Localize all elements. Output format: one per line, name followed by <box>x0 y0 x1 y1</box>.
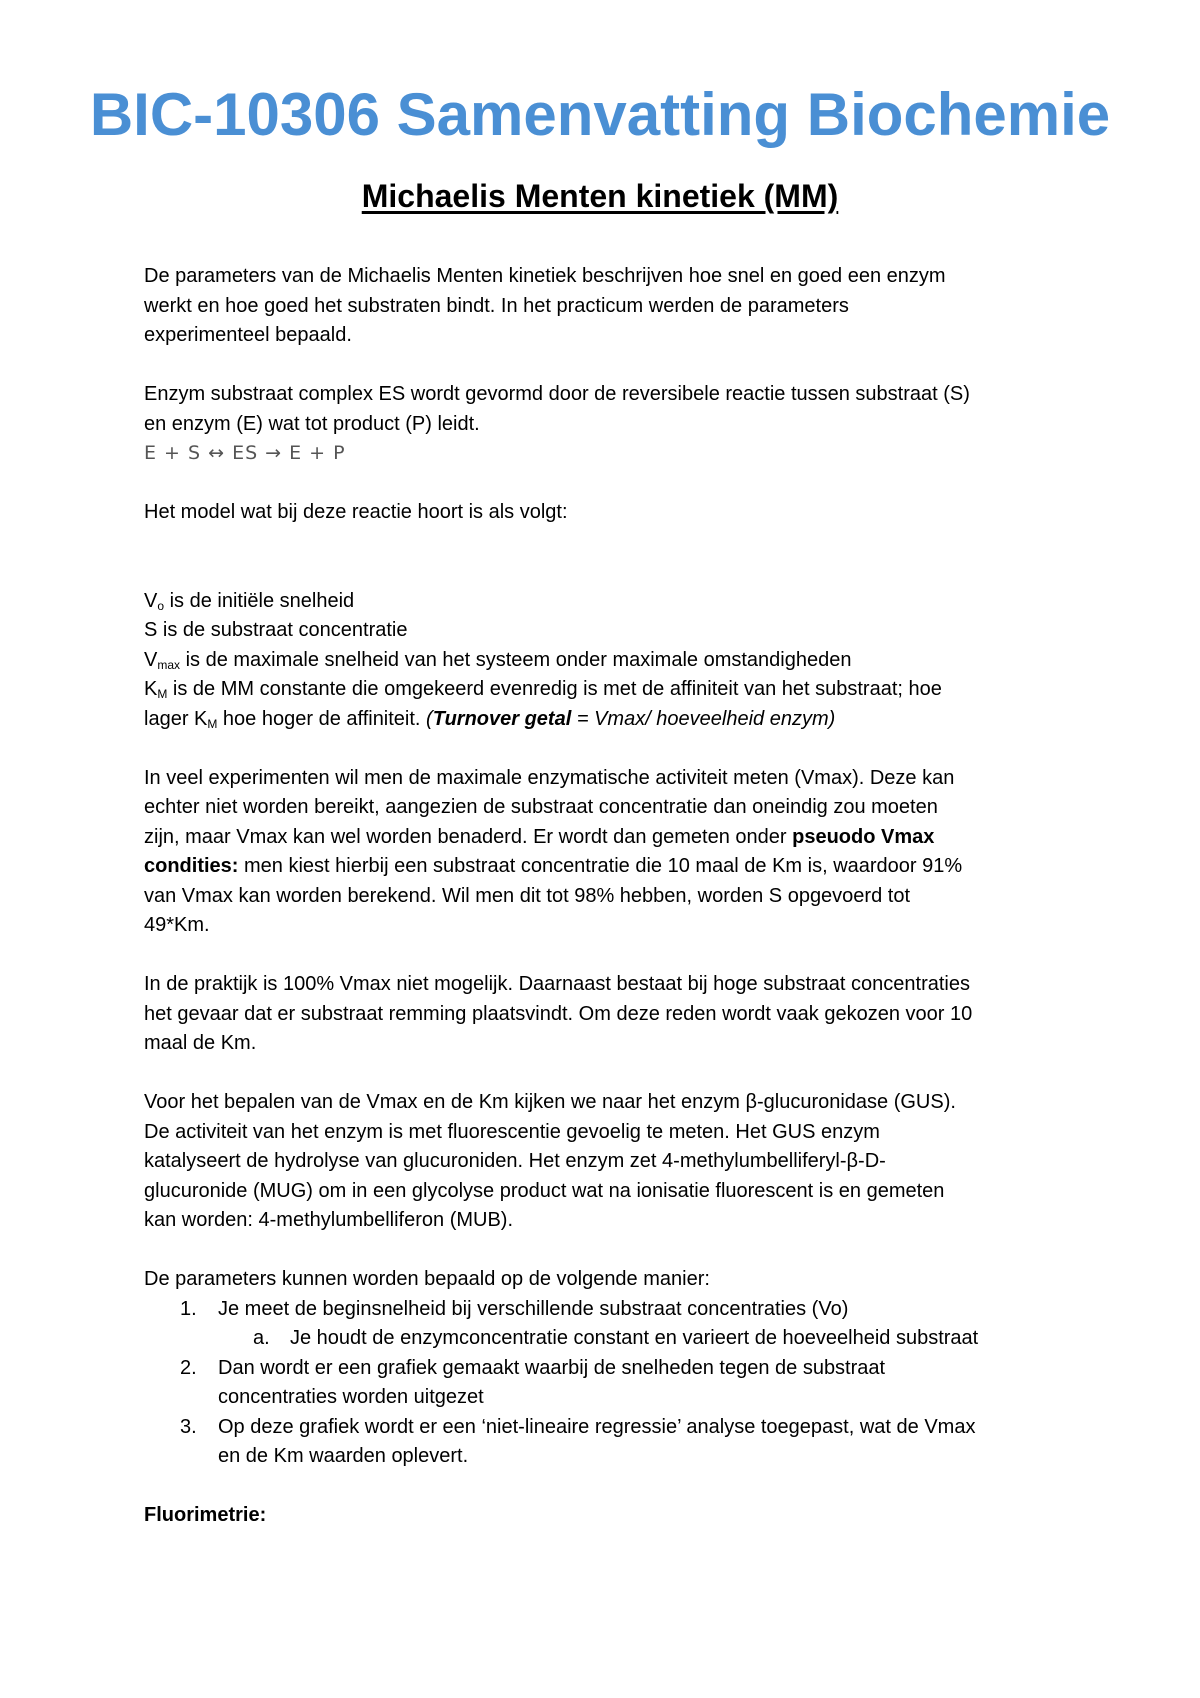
list-item-text: Dan wordt er een grafiek gemaakt waarbij de snelheden tegen de substraat <box>218 1356 886 1379</box>
text-line: condities: men kiest hierbij een substraat concentratie die 10 maal de Km is, waardoor 91% <box>144 855 963 877</box>
text-line: De parameters van de Michaelis Menten kinetiek beschrijven hoe snel en goed een enzym <box>144 265 946 287</box>
text-line: echter niet worden bereikt, aangezien de substraat concentratie dan oneindig zou moeten <box>144 796 938 818</box>
text-line: De parameters kunnen worden bepaald op de volgende manier: <box>144 1268 710 1290</box>
text-line: katalyseert de hydrolyse van glucuroniden. Het enzym zet 4-methylumbelliferyl-β-D- <box>144 1150 886 1172</box>
list-item <box>144 1354 1074 1413</box>
list-number: 1. <box>180 1297 197 1320</box>
text-line: In de praktijk is 100% Vmax niet mogelijk. Daarnaast bestaat bij hoge substraat concentraties <box>144 973 970 995</box>
list-item-text: Je meet de beginsnelheid bij verschillende substraat concentraties (Vo) <box>218 1297 849 1320</box>
list-number: 2. <box>180 1356 197 1379</box>
text-line: van Vmax kan worden berekend. Wil men dit tot 98% hebben, worden S opgevoerd tot <box>144 884 911 907</box>
paragraph-intro <box>144 262 1074 351</box>
text-line: glucuronide (MUG) om in een glycolyse product wat na ionisatie fluorescent is en gemeten <box>144 1179 945 1202</box>
condities-term: condities: <box>144 855 239 877</box>
text-line: In veel experimenten wil men de maximale enzymatische activiteit meten (Vmax). Deze kan <box>144 766 955 789</box>
list-item <box>144 1295 1074 1354</box>
text-line: 49*Km. <box>144 914 210 936</box>
fluorimetrie-heading: Fluorimetrie: <box>144 1504 267 1526</box>
text-line: Enzym substraat complex ES wordt gevormd door de reversibele reactie tussen substraat (S) <box>144 383 970 405</box>
sub-list-item-text: Je houdt de enzymconcentratie constant en varieert de hoeveelheid substraat <box>290 1327 979 1349</box>
text-line: experimenteel bepaald. <box>144 324 352 346</box>
paragraph-gus <box>144 1088 1074 1236</box>
sub-list-letter: a. <box>253 1327 270 1349</box>
text-line: en enzym (E) wat tot product (P) leidt. <box>144 412 480 435</box>
sub-list-item <box>144 1324 1074 1354</box>
paragraph-es-complex <box>144 380 1074 469</box>
section-heading-mm: Michaelis Menten kinetiek (MM) <box>361 178 839 214</box>
list-item-text: Op deze grafiek wordt er een ‘niet-lineaire regressie’ analyse toegepast, wat de Vmax <box>218 1415 976 1438</box>
text-line: De activiteit van het enzym is met fluorescentie gevoelig te meten. Het GUS enzym <box>144 1120 880 1143</box>
definition-km: $K_M$ is de MM constante die omgekeerd evenredig is met de affiniteit van het substraat; hoe <box>144 678 942 701</box>
text-line: Het model wat bij deze reactie hoort is als volgt: <box>144 501 568 523</box>
text-line: het gevaar dat er substraat remming plaatsvindt. Om deze reden wordt vaak gekozen voor 10 <box>144 1002 973 1025</box>
text-line: Voor het bepalen van de Vmax en de Km kijken we naar het enzym β-glucuronidase (GUS). <box>144 1091 956 1113</box>
definition-km-cont: lager $K_M$ hoe hoger de affiniteit. (Turnover getal = Vmax/ hoeveelheid enzym) <box>144 707 836 731</box>
list-number: 3. <box>180 1415 197 1438</box>
list-item-text: concentraties worden uitgezet <box>218 1386 484 1408</box>
document-title: BIC-10306 Samenvatting Biochemie <box>89 81 1111 148</box>
steps-list <box>144 1295 1074 1472</box>
paragraph-practice <box>144 970 1074 1059</box>
paragraph-pseudo-vmax <box>144 764 1074 941</box>
steps-intro <box>144 1265 1074 1295</box>
definition-vmax: $V_{max}$ is de maximale snelheid van het systeem onder maximale omstandigheden <box>144 648 852 672</box>
text-line: werkt en hoe goed het substraten bindt. In het practicum werden de parameters <box>144 294 849 317</box>
text-line: maal de Km. <box>144 1032 257 1054</box>
reaction-equation: E + S ↔ ES → E + P <box>144 442 346 464</box>
list-item <box>144 1413 1074 1472</box>
text-line: zijn, maar Vmax kan wel worden benaderd. Er wordt dan gemeten onder pseuodo Vmax <box>144 825 935 848</box>
model-equation-space <box>144 528 1074 587</box>
definition-v0: $V_o$ is de initiële snelheid <box>144 589 355 613</box>
list-item-text: en de Km waarden oplevert. <box>218 1445 469 1467</box>
paragraph-definitions <box>144 587 1074 735</box>
document-body <box>144 262 1074 1560</box>
pseudo-vmax-term: pseuodo Vmax <box>792 825 935 848</box>
text-line: kan worden: 4-methylumbelliferon (MUB). <box>144 1209 514 1231</box>
turnover-term: Turnover getal <box>432 707 572 730</box>
paragraph-model-intro <box>144 498 1074 528</box>
definition-s: S is de substraat concentratie <box>144 619 408 641</box>
